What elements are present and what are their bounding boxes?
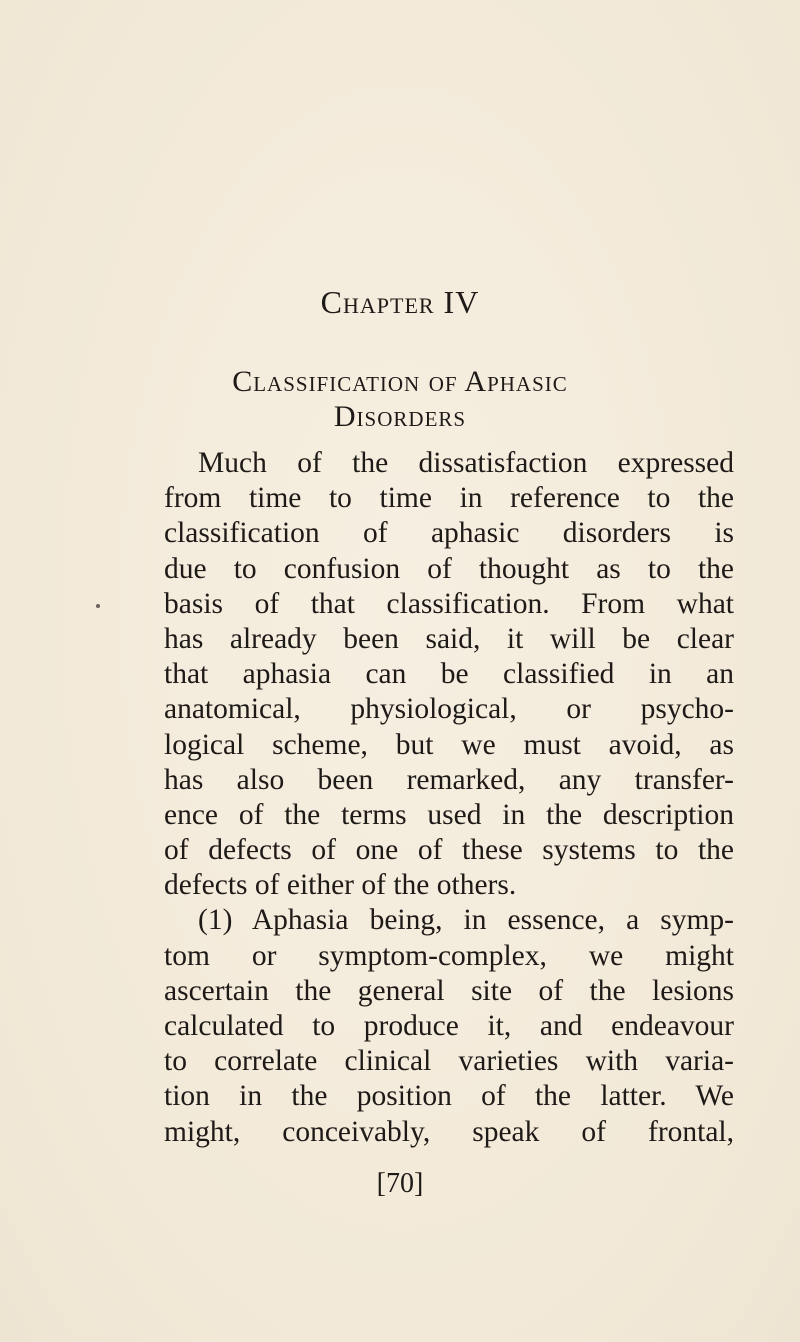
text-line: logical scheme, but we must avoid, as [164, 728, 734, 761]
text-line: that aphasia can be classified in an [164, 658, 734, 691]
text-line: has already been said, it will be clear [164, 622, 734, 655]
text-line: basis of that classification. From what [164, 587, 734, 620]
chapter-heading: Chapter IV [320, 284, 480, 320]
text-line: from time to time in reference to the [164, 482, 734, 515]
text-line: ascertain the general site of the lesions [164, 974, 734, 1007]
chapter-title-line: Classification of Aphasic [232, 365, 568, 398]
text-line: of defects of one of these systems to the [164, 834, 734, 867]
text-line: defects of either of the others. [164, 869, 517, 902]
text-line: (1) Aphasia being, in essence, a symp- [198, 904, 734, 937]
body-text [164, 446, 734, 1150]
text-line: due to confusion of thought as to the [164, 552, 734, 585]
ink-speck [96, 604, 100, 608]
text-line: has also been remarked, any transfer- [164, 763, 734, 796]
text-line: anatomical, physiological, or psycho- [164, 693, 734, 726]
chapter-title [0, 364, 800, 434]
page-number: [70] [376, 1168, 424, 1199]
chapter-title-line: Disorders [333, 400, 467, 433]
text-line: tion in the position of the latter. We [164, 1080, 734, 1113]
text-line: might, conceivably, speak of frontal, [164, 1115, 734, 1148]
text-line: ence of the terms used in the description [164, 798, 734, 831]
text-line: to correlate clinical varieties with varia- [164, 1045, 734, 1078]
text-line: classification of aphasic disorders is [164, 517, 734, 550]
text-line: tom or symptom-complex, we might [164, 939, 734, 972]
text-line: Much of the dissatisfaction expressed [198, 447, 734, 479]
text-line: calculated to produce it, and endeavour [164, 1010, 734, 1042]
